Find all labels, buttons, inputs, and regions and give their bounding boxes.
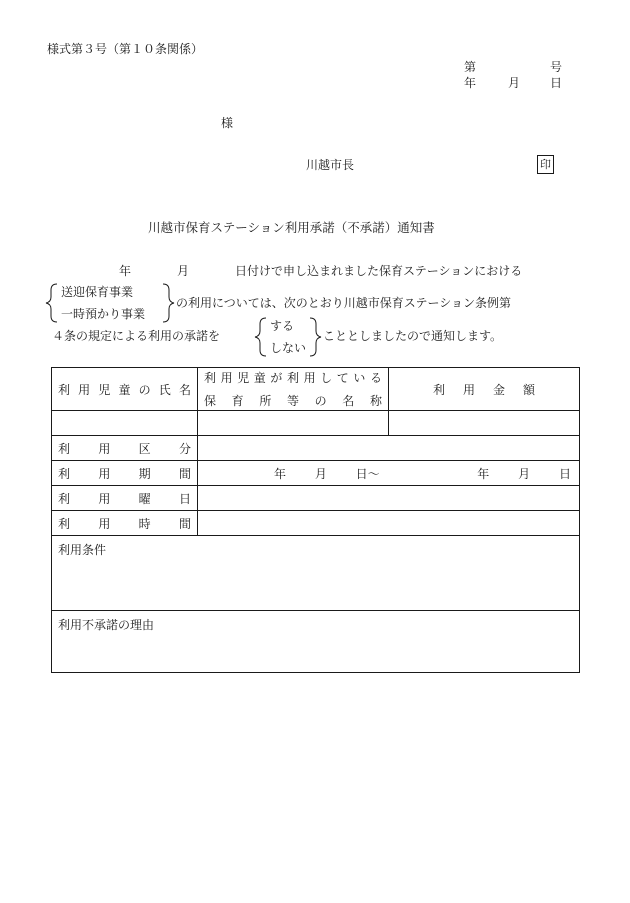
period-value-cell[interactable]: [198, 461, 580, 486]
service-option-temporary: 一時預かり事業: [61, 307, 146, 321]
document-title: 川越市保育ステーション利用承諾（不承諾）通知書: [148, 220, 435, 235]
period-row: [52, 461, 580, 486]
time-value-cell[interactable]: [198, 511, 580, 536]
decision-option-deny: しない: [270, 341, 307, 355]
doc-number-prefix: 第: [464, 60, 477, 74]
period-start-day: 日～: [355, 466, 380, 481]
category-value-cell[interactable]: [198, 436, 580, 461]
category-label: 利 用 区 分: [52, 436, 198, 461]
seal-stamp-box: 印: [537, 155, 554, 174]
child-entry-row: [52, 411, 580, 436]
period-start-month: 月: [314, 466, 327, 481]
refusal-reason-row: [52, 611, 580, 673]
conditions-cell[interactable]: [52, 536, 580, 611]
notification-form-table: [51, 367, 580, 673]
decision-option-approve: する: [270, 319, 295, 333]
date-year: 年: [464, 76, 477, 90]
period-start-year: 年: [274, 466, 287, 481]
weekday-row: [52, 486, 580, 511]
time-row: [52, 511, 580, 536]
period-end-year: 年: [477, 466, 490, 481]
body-month: 月: [177, 264, 190, 278]
child-name-cell[interactable]: [52, 411, 198, 436]
time-label: 利 用 時 間: [52, 511, 198, 536]
fee-header: 利 用 金 額: [389, 368, 580, 411]
refusal-reason-label: 利用不承諾の理由: [58, 618, 155, 632]
date-month: 月: [508, 76, 521, 90]
facility-name-cell[interactable]: [198, 411, 389, 436]
body-year: 年: [119, 264, 132, 278]
addressee-honorific: 様: [221, 116, 234, 130]
conditions-label: 利用条件: [58, 543, 107, 557]
period-end-day: 日: [558, 466, 571, 481]
date-day: 日: [550, 76, 563, 90]
body-line3-start: ４条の規定による利用の承諾を: [52, 329, 221, 343]
weekday-value-cell[interactable]: [198, 486, 580, 511]
doc-number-suffix: 号: [550, 60, 563, 74]
facility-name-header: 利 用 児 童 が 利 用 し て い る 保 育 所 等 の 名 称: [198, 368, 389, 411]
form-number: 様式第３号（第１０条関係）: [47, 42, 204, 56]
conditions-row: [52, 536, 580, 611]
weekday-label: 利 用 曜 日: [52, 486, 198, 511]
child-name-header: 利 用 児 童 の 氏 名: [52, 368, 198, 411]
sender-name: 川越市長: [306, 158, 355, 172]
refusal-reason-cell[interactable]: [52, 611, 580, 673]
body-line1-text: 日付けで申し込まれました保育ステーションにおける: [235, 264, 523, 278]
fee-cell[interactable]: [389, 411, 580, 436]
category-row: [52, 436, 580, 461]
period-label: 利 用 期 間: [52, 461, 198, 486]
body-line3-text: こととしましたので通知します。: [323, 329, 503, 343]
table-header-row: [52, 368, 580, 411]
service-option-transport: 送迎保育事業: [61, 285, 134, 299]
body-line2-text: の利用については、次のとおり川越市保育ステーション条例第: [176, 296, 512, 310]
period-end-month: 月: [518, 466, 531, 481]
